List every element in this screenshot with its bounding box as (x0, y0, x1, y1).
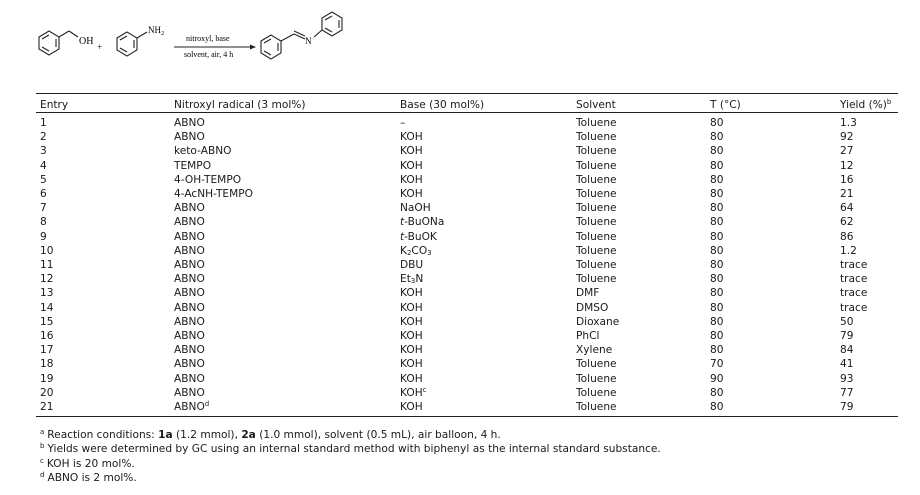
cell-entry: 12 (40, 273, 54, 286)
cell-solvent: Toluene (576, 386, 617, 399)
table-row (36, 315, 898, 329)
cell-yield: trace (840, 273, 868, 286)
cell-solvent: Toluene (576, 173, 617, 186)
header-yield: Yield (%)$^b$ (840, 97, 892, 111)
cell-entry: 21 (40, 401, 54, 414)
cell-entry: 10 (40, 244, 54, 257)
table-row (36, 113, 898, 130)
table-row (36, 301, 898, 315)
cell-yield: 93 (840, 372, 854, 385)
cell-yield: 84 (840, 344, 854, 357)
cell-entry: 11 (40, 259, 54, 272)
cell-solvent: Toluene (576, 273, 617, 286)
cell-yield: trace (840, 301, 868, 314)
cell-solvent: DMSO (576, 301, 609, 314)
footnote-b: $^b$ Yields were determined by GC using an internal standard method with biphenyl as the internal standard substance. (40, 442, 661, 456)
cell-solvent: Toluene (576, 230, 617, 243)
cell-entry: 16 (40, 330, 54, 343)
cell-nitroxyl: TEMPO (174, 159, 212, 172)
cell-entry: 4 (40, 159, 47, 172)
cell-base: KOH (400, 131, 423, 144)
table-row (36, 230, 898, 244)
cell-yield: 27 (840, 145, 854, 158)
table-row (36, 343, 898, 357)
cell-yield: 62 (840, 216, 854, 229)
cell-base: KOH (400, 344, 423, 357)
benzyl-alcohol-structure (39, 31, 78, 55)
header-base: Base (30 mol%) (400, 98, 485, 111)
cell-yield: 86 (840, 230, 854, 243)
footnote-a: $^a$ Reaction conditions: 1a (1.2 mmol), 2a (1.0 mmol), solvent (0.5 mL), air balloon, 4 h. (40, 428, 501, 441)
cell-nitroxyl: ABNO (174, 344, 205, 357)
arrow-top-label: nitroxyl, base (186, 34, 230, 43)
reaction-arrow (174, 45, 256, 50)
cell-entry: 18 (40, 358, 54, 371)
aniline-structure (117, 32, 147, 56)
reaction-scheme (0, 0, 920, 90)
cell-base: KOH (400, 401, 423, 414)
table-row (36, 173, 898, 187)
cell-solvent: PhCl (576, 330, 600, 343)
cell-yield: 50 (840, 315, 854, 328)
cell-base: KOH (400, 145, 423, 158)
header-solvent: Solvent (576, 98, 616, 111)
cell-base: $Et_3N$ (400, 273, 424, 286)
cell-temperature: 80 (710, 315, 724, 328)
cell-yield: 41 (840, 358, 854, 371)
cell-yield: 1.2 (840, 244, 857, 257)
cell-yield: 77 (840, 386, 854, 399)
cell-solvent: Toluene (576, 131, 617, 144)
cell-entry: 20 (40, 386, 54, 399)
cell-yield: 1.3 (840, 117, 857, 129)
cell-solvent: Toluene (576, 188, 617, 201)
cell-temperature: 80 (710, 173, 724, 186)
cell-nitroxyl: ABNO (174, 216, 205, 229)
cell-yield: 64 (840, 202, 854, 215)
cell-base: $K_2CO_3$ (400, 244, 432, 257)
product-label: N (305, 36, 312, 46)
cell-base: KOH (400, 159, 423, 172)
cell-entry: 5 (40, 173, 47, 186)
cell-temperature: 70 (710, 358, 724, 371)
cell-yield: trace (840, 287, 868, 300)
cell-base: KOH (400, 358, 423, 371)
cell-base: KOH (400, 315, 423, 328)
cell-solvent: Toluene (576, 216, 617, 229)
table-footnotes (40, 428, 661, 485)
cell-base: KOH (400, 188, 423, 201)
table-row (36, 272, 898, 286)
table-header-rule (36, 112, 898, 113)
table-row (36, 244, 898, 258)
cell-base: KOH (400, 287, 423, 300)
cell-temperature: 80 (710, 244, 724, 257)
header-nitroxyl: Nitroxyl radical (3 mol%) (174, 98, 306, 111)
cell-entry: 7 (40, 202, 47, 215)
cell-nitroxyl: ABNO (174, 287, 205, 300)
cell-entry: 14 (40, 301, 54, 314)
cell-temperature: 80 (710, 401, 724, 414)
table-row (36, 286, 898, 300)
cell-solvent: DMF (576, 287, 600, 300)
table-row (36, 187, 898, 201)
cell-base: KOH (400, 372, 423, 385)
table-row (36, 144, 898, 158)
cell-nitroxyl: 4-OH-TEMPO (174, 173, 242, 186)
cell-nitroxyl: ABNO (174, 386, 205, 399)
cell-nitroxyl: keto-ABNO (174, 145, 232, 158)
table-row (36, 329, 898, 343)
cell-entry: 17 (40, 344, 54, 357)
cell-solvent: Toluene (576, 259, 617, 272)
cell-solvent: Dioxane (576, 315, 620, 328)
header-entry: Entry (40, 98, 69, 111)
arrow-bottom-label: solvent, air, 4 h (184, 50, 234, 59)
cell-yield: 16 (840, 173, 854, 186)
table-header-row (36, 94, 898, 113)
table-row (36, 258, 898, 272)
cell-solvent: Toluene (576, 372, 617, 385)
footnote-c: $^c$ KOH is 20 mol%. (40, 456, 135, 470)
cell-nitroxyl: ABNO$^d$ (174, 400, 210, 414)
cell-temperature: 80 (710, 259, 724, 272)
table-bottom-rule (36, 416, 898, 417)
cell-base: KOH$^c$ (400, 385, 427, 399)
cell-base: t-BuOK (400, 230, 437, 243)
table-row (36, 386, 898, 400)
cell-yield: 79 (840, 401, 854, 414)
cell-nitroxyl: ABNO (174, 372, 205, 385)
cell-entry: 19 (40, 372, 54, 385)
cell-temperature: 80 (710, 330, 724, 343)
cell-nitroxyl: ABNO (174, 230, 205, 243)
cell-nitroxyl: ABNO (174, 358, 205, 371)
cell-entry: 6 (40, 188, 47, 201)
cell-temperature: 80 (710, 216, 724, 229)
cell-solvent: Toluene (576, 117, 617, 129)
cell-yield: 92 (840, 131, 854, 144)
cell-base: DBU (400, 259, 424, 272)
reactant1-label: OH (79, 36, 94, 47)
table-row (36, 215, 898, 229)
cell-entry: 1 (40, 117, 47, 129)
cell-temperature: 80 (710, 145, 724, 158)
table-body (36, 113, 898, 414)
cell-entry: 15 (40, 315, 54, 328)
cell-temperature: 80 (710, 188, 724, 201)
cell-solvent: Toluene (576, 145, 617, 158)
cell-entry: 13 (40, 287, 54, 300)
cell-solvent: Toluene (576, 244, 617, 257)
cell-nitroxyl: ABNO (174, 244, 205, 257)
cell-base: KOH (400, 301, 423, 314)
cell-nitroxyl: ABNO (174, 117, 205, 129)
table-row (36, 159, 898, 173)
table-row (36, 357, 898, 371)
cell-yield: 21 (840, 188, 854, 201)
cell-nitroxyl: ABNO (174, 315, 205, 328)
cell-temperature: 80 (710, 202, 724, 215)
cell-temperature: 80 (710, 287, 724, 300)
cell-temperature: 80 (710, 301, 724, 314)
cell-temperature: 80 (710, 230, 724, 243)
cell-temperature: 80 (710, 386, 724, 399)
header-temperature: T (°C) (710, 98, 741, 111)
cell-base: t-BuONa (400, 216, 445, 229)
cell-nitroxyl: ABNO (174, 131, 205, 144)
results-table (36, 93, 898, 417)
cell-yield: 12 (840, 159, 854, 172)
cell-temperature: 80 (710, 131, 724, 144)
footnote-d: $^d$ ABNO is 2 mol%. (40, 470, 137, 484)
table-row (36, 372, 898, 386)
cell-solvent: Xylene (576, 344, 613, 357)
cell-yield: 79 (840, 330, 854, 343)
cell-solvent: Toluene (576, 202, 617, 215)
cell-nitroxyl: ABNO (174, 330, 205, 343)
cell-solvent: Toluene (576, 159, 617, 172)
plus-sign: + (97, 42, 103, 52)
table-row (36, 130, 898, 144)
cell-temperature: 80 (710, 159, 724, 172)
reactant2-label: $NH_2$ (148, 25, 165, 37)
cell-base: KOH (400, 173, 423, 186)
cell-base: NaOH (400, 202, 431, 215)
cell-nitroxyl: ABNO (174, 273, 205, 286)
imine-product-structure (261, 12, 342, 59)
cell-yield: trace (840, 259, 868, 272)
cell-temperature: 80 (710, 273, 724, 286)
cell-nitroxyl: 4-AcNH-TEMPO (174, 188, 253, 201)
cell-nitroxyl: ABNO (174, 259, 205, 272)
cell-nitroxyl: ABNO (174, 301, 205, 314)
cell-base: KOH (400, 330, 423, 343)
cell-entry: 9 (40, 230, 47, 243)
cell-entry: 2 (40, 131, 47, 144)
cell-entry: 8 (40, 216, 47, 229)
cell-base: – (400, 117, 406, 129)
cell-solvent: Toluene (576, 358, 617, 371)
cell-nitroxyl: ABNO (174, 202, 205, 215)
cell-entry: 3 (40, 145, 47, 158)
cell-temperature: 80 (710, 344, 724, 357)
cell-solvent: Toluene (576, 401, 617, 414)
cell-temperature: 80 (710, 117, 724, 129)
table-row (36, 201, 898, 215)
cell-temperature: 90 (710, 372, 724, 385)
table-row (36, 400, 898, 414)
